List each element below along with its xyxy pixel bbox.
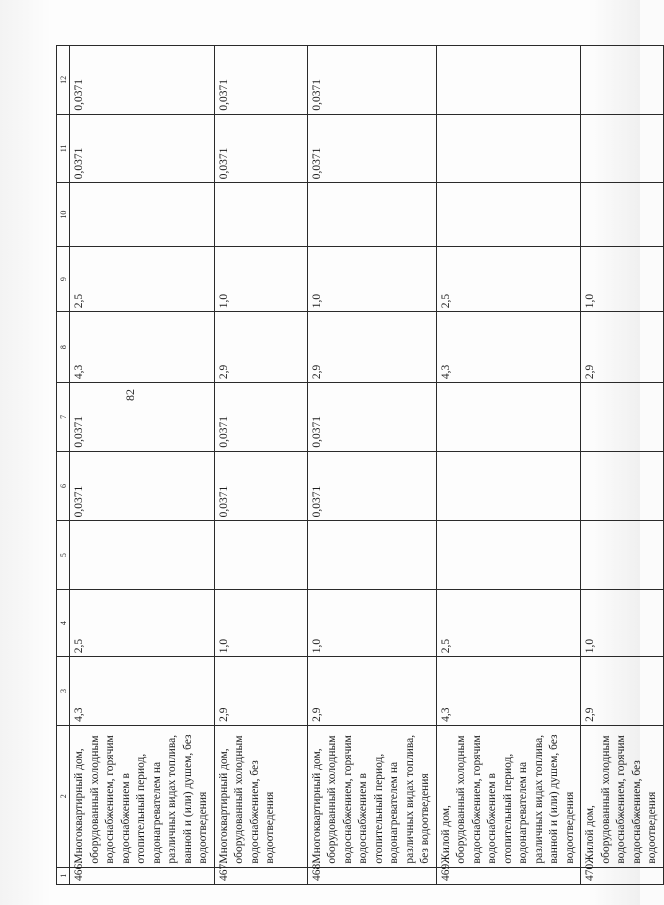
cell-col-5: [214, 521, 307, 590]
tariff-table-frame: [56, 45, 658, 885]
cell-col-5: [436, 521, 581, 590]
tariff-table: [56, 45, 664, 885]
cell-col-8: 2,9: [214, 312, 307, 383]
table-row: [581, 46, 664, 885]
cell-col-6: [436, 451, 581, 521]
cell-col-10: [307, 183, 436, 247]
cell-col-3: 2,9: [214, 657, 307, 726]
cell-col-9: 1,0: [307, 247, 436, 312]
cell-col-4: 1,0: [307, 589, 436, 656]
cell-col-11: [436, 114, 581, 183]
cell-col-11: 0,0371: [307, 114, 436, 183]
cell-col-6: [581, 451, 664, 521]
cell-col-7: 0,0371: [70, 383, 215, 452]
cell-col-8: 2,9: [581, 312, 664, 383]
cell-col-3: 4,3: [70, 657, 215, 726]
cell-col-9: 1,0: [214, 247, 307, 312]
col-header-1: 1: [57, 867, 70, 884]
table-row: [214, 46, 307, 885]
col-header-3: 3: [57, 657, 70, 726]
rotated-table-wrapper: [56, 45, 658, 885]
cell-col-12: [436, 46, 581, 115]
row-description: Жилой дом, оборудованный холодным водоснабжением, горячим водоснабжением, без водоотведения: [581, 725, 664, 867]
cell-col-12: 0,0371: [307, 46, 436, 115]
cell-col-10: [581, 183, 664, 247]
cell-col-4: 1,0: [581, 589, 664, 656]
table-row: [70, 46, 215, 885]
cell-col-5: [307, 521, 436, 590]
row-number: 466.: [70, 867, 215, 884]
cell-col-9: 2,5: [70, 247, 215, 312]
col-header-12: 12: [57, 46, 70, 115]
cell-col-6: 0,0371: [214, 451, 307, 521]
row-description: Многоквартирный дом, оборудованный холодным водоснабжением, без водоотведения: [214, 725, 307, 867]
row-description: Жилой дом, оборудованный холодным водоснабжением, горячим водоснабжением в отопительный период, водонагревателем на различных видах топлива, ванной и (или) душем, без водоотведения: [436, 725, 581, 867]
cell-col-6: 0,0371: [70, 451, 215, 521]
col-header-4: 4: [57, 589, 70, 656]
row-number: 470.: [581, 867, 664, 884]
col-header-5: 5: [57, 521, 70, 590]
cell-col-11: 0,0371: [214, 114, 307, 183]
cell-col-12: 0,0371: [70, 46, 215, 115]
cell-col-10: [436, 183, 581, 247]
cell-col-3: 2,9: [581, 657, 664, 726]
table-row: [436, 46, 581, 885]
col-header-8: 8: [57, 312, 70, 383]
col-header-6: 6: [57, 451, 70, 521]
cell-col-8: 4,3: [70, 312, 215, 383]
row-number: 467.: [214, 867, 307, 884]
cell-col-7: 0,0371: [307, 383, 436, 452]
cell-col-5: [70, 521, 215, 590]
row-description: Многоквартирный дом, оборудованный холодным водоснабжением, горячим водоснабжением в отопительный период, водонагревателем на различных видах топлива, ванной и (или) душем, без водоотведения: [70, 725, 215, 867]
cell-col-8: 2,9: [307, 312, 436, 383]
table-row: [307, 46, 436, 885]
cell-col-9: 2,5: [436, 247, 581, 312]
cell-col-12: 0,0371: [214, 46, 307, 115]
cell-col-8: 4,3: [436, 312, 581, 383]
cell-col-12: [581, 46, 664, 115]
column-number-row: [57, 46, 70, 885]
cell-col-7: [581, 383, 664, 452]
col-header-11: 11: [57, 114, 70, 183]
cell-col-3: 2,9: [307, 657, 436, 726]
col-header-2: 2: [57, 725, 70, 867]
cell-col-7: 0,0371: [214, 383, 307, 452]
cell-col-4: 2,5: [70, 589, 215, 656]
cell-col-11: 0,0371: [70, 114, 215, 183]
row-number: 469.: [436, 867, 581, 884]
cell-col-5: [581, 521, 664, 590]
cell-col-4: 2,5: [436, 589, 581, 656]
cell-col-10: [214, 183, 307, 247]
cell-col-7: [436, 383, 581, 452]
page-number: 82: [123, 389, 137, 401]
cell-col-9: 1,0: [581, 247, 664, 312]
cell-col-4: 1,0: [214, 589, 307, 656]
cell-col-6: 0,0371: [307, 451, 436, 521]
row-description: Многоквартирный дом, оборудованный холодным водоснабжением, горячим водоснабжением в отопительный период, водонагревателем на различных видах топлива, без водоотведения: [307, 725, 436, 867]
col-header-10: 10: [57, 183, 70, 247]
col-header-7: 7: [57, 383, 70, 452]
cell-col-10: [70, 183, 215, 247]
col-header-9: 9: [57, 247, 70, 312]
cell-col-11: [581, 114, 664, 183]
row-number: 468.: [307, 867, 436, 884]
cell-col-3: 4,3: [436, 657, 581, 726]
